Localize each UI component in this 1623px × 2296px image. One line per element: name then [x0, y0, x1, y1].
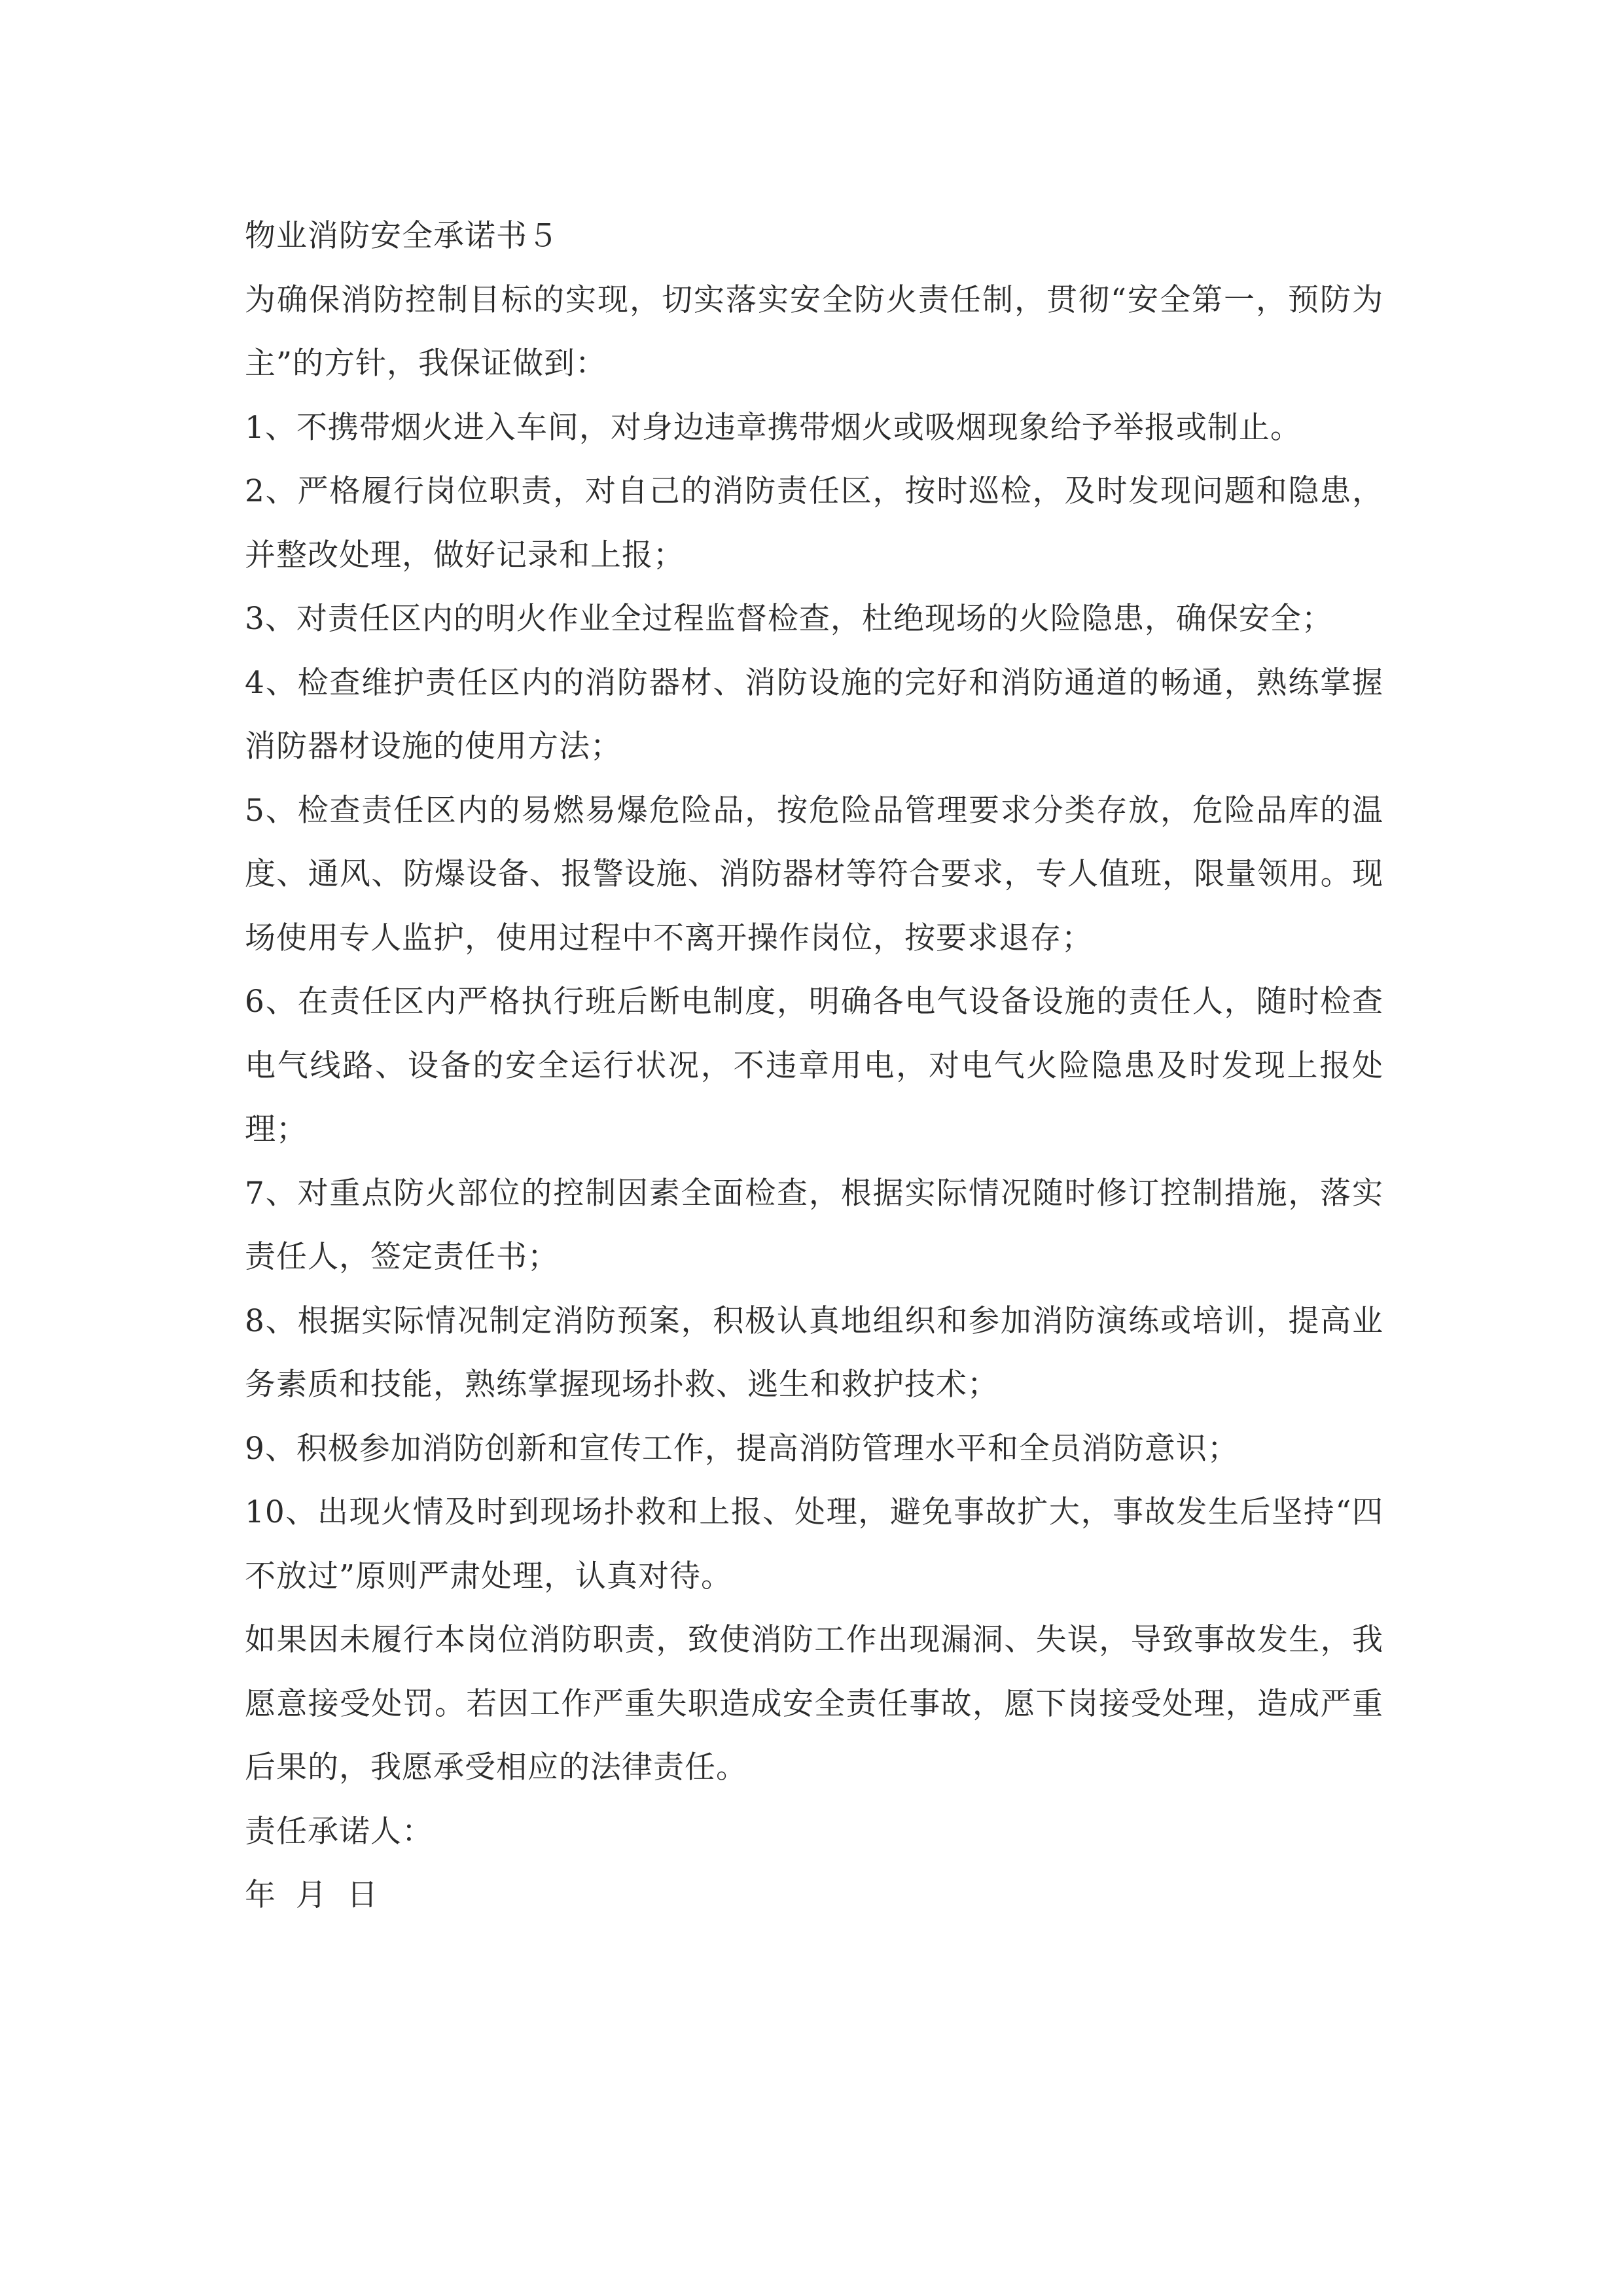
list-item: 10、出现火情及时到现场扑救和上报、处理，避免事故扩大，事故发生后坚持“四不放过”原则严肃处理，认真对待。 [245, 1494, 1383, 1594]
closing-paragraph: 如果因未履行本岗位消防职责，致使消防工作出现漏洞、失误，导致事故发生，我愿意接受处罚。若因工作严重失职造成安全责任事故，愿下岗接受处理，造成严重后果的，我愿承受相应的法律责任。 [245, 1622, 1383, 1785]
list-item: 9、积极参加消防创新和宣传工作，提高消防管理水平和全员消防意识； [245, 1430, 1239, 1467]
date-year-label: 年 [245, 1877, 276, 1913]
document-title: 物业消防安全承诺书５ [245, 218, 559, 254]
date-month-label: 月 [296, 1877, 327, 1913]
document-body [245, 204, 1383, 1928]
signatory-label: 责任承诺人： [245, 1813, 433, 1850]
date-line [245, 1863, 1383, 1928]
list-item: 3、对责任区内的明火作业全过程监督检查，杜绝现场的火险隐患，确保安全； [245, 601, 1333, 637]
list-item: 4、检查维护责任区内的消防器材、消防设施的完好和消防通道的畅通，熟练掌握消防器材设施的使用方法； [245, 664, 1383, 764]
list-item: 5、检查责任区内的易燃易爆危险品，按危险品管理要求分类存放，危险品库的温度、通风、防爆设备、报警设施、消防器材等符合要求，专人值班，限量领用。现场使用专人监护，使用过程中不离开操作岗位，按要求退存； [245, 792, 1383, 956]
list-item: 2、严格履行岗位职责，对自己的消防责任区，按时巡检，及时发现问题和隐患，并整改处理，做好记录和上报； [245, 473, 1383, 573]
date-day-label: 日 [347, 1877, 378, 1913]
intro-paragraph: 为确保消防控制目标的实现，切实落实安全防火责任制，贯彻“安全第一，预防为主”的方针，我保证做到： [245, 281, 1383, 382]
list-item: 8、根据实际情况制定消防预案，积极认真地组织和参加消防演练或培训，提高业务素质和技能，熟练掌握现场扑救、逃生和救护技术； [245, 1302, 1383, 1403]
list-item: 7、对重点防火部位的控制因素全面检查，根据实际情况随时修订控制措施，落实责任人，签定责任书； [245, 1175, 1383, 1275]
list-item: 1、不携带烟火进入车间，对身边违章携带烟火或吸烟现象给予举报或制止。 [245, 409, 1302, 446]
list-item: 6、在责任区内严格执行班后断电制度，明确各电气设备设施的责任人，随时检查电气线路、设备的安全运行状况，不违章用电，对电气火险隐患及时发现上报处理； [245, 984, 1383, 1147]
